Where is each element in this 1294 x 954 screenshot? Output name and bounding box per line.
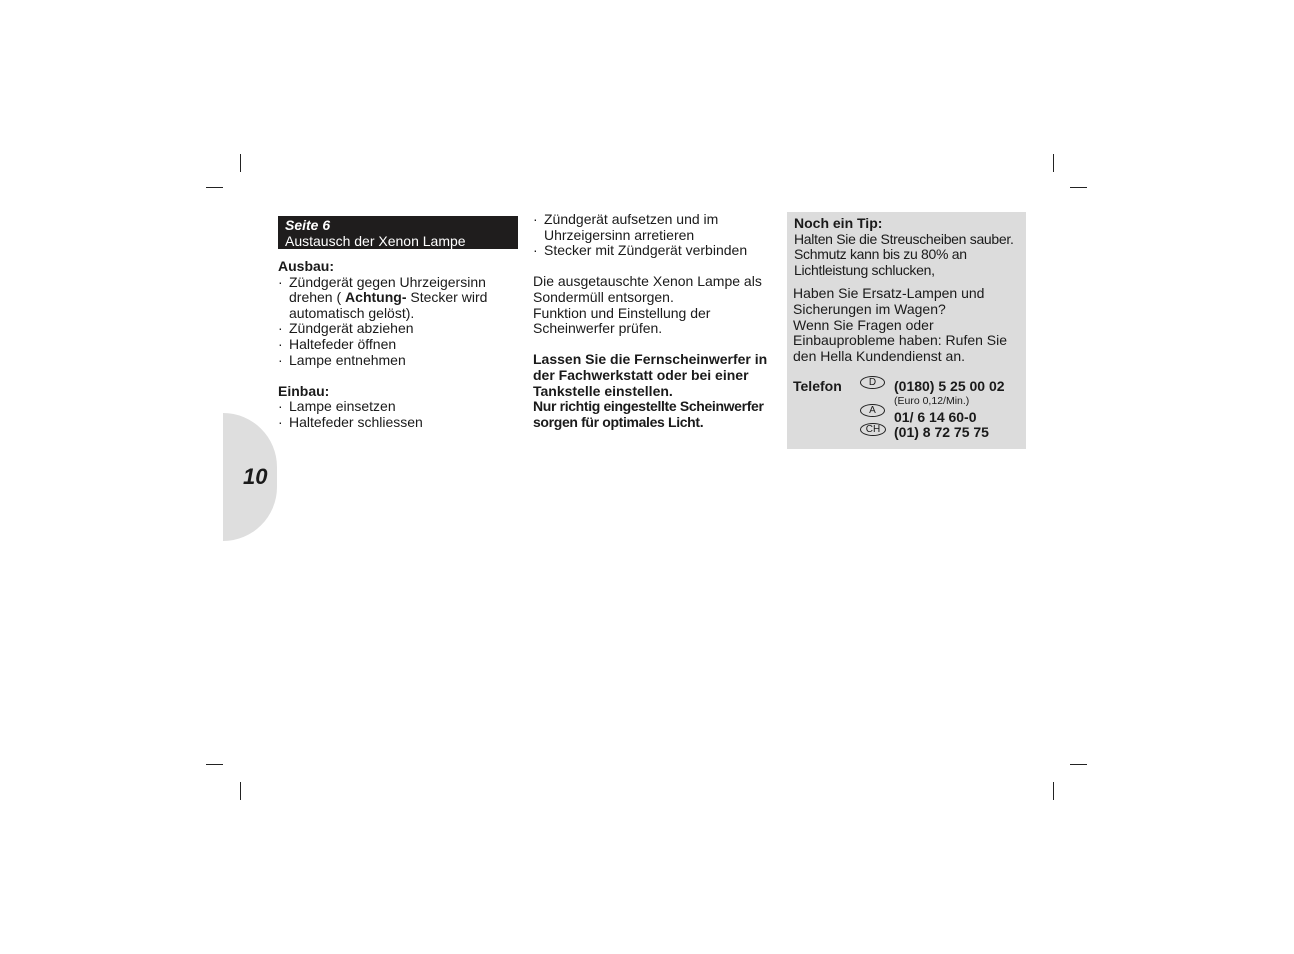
crop-mark-top-left-h xyxy=(206,187,223,188)
country-badge-d: D xyxy=(860,376,885,389)
phone-number-ch[interactable]: (01) 8 72 75 75 xyxy=(894,424,989,441)
ausbau-step: · Lampe entnehmen xyxy=(278,353,518,369)
crop-mark-top-right-h xyxy=(1070,187,1087,188)
einbau-step: · Lampe einsetzen xyxy=(278,399,518,415)
einbau-step: · Haltefeder schliessen xyxy=(278,415,518,431)
check-text: Funktion und Einstellung der Scheinwerfer prüfen. xyxy=(533,304,711,337)
phone-number-a[interactable]: 01/ 6 14 60-0 xyxy=(894,409,977,426)
ausbau-step-1 xyxy=(278,275,518,322)
column-middle xyxy=(533,212,778,430)
tip-question: Haben Sie Ersatz-Lampen und Sicherungen im Wagen? xyxy=(793,285,985,317)
ausbau-step: · Haltefeder öffnen xyxy=(278,337,518,353)
tip-heading: Noch ein Tip: xyxy=(794,215,883,231)
crop-mark-top-right-v xyxy=(1053,154,1054,172)
tip-text: Halten Sie die Streuscheiben sauber. Schmutz kann bis zu 80% an Lichtleistung schlucken, xyxy=(794,230,1014,278)
warning-text-1: Lassen Sie die Fernscheinwerfer in der Fachwerkstatt oder bei einer Tankstelle einstellen. xyxy=(533,351,768,399)
tip-contact: Wenn Sie Fragen oder Einbauprobleme haben: Rufen Sie den Hella Kundendienst an. xyxy=(793,316,1008,364)
tip-box xyxy=(787,212,1026,449)
ausbau-list xyxy=(278,275,518,369)
crop-mark-bottom-right-v xyxy=(1053,782,1054,800)
einbau-step: · Stecker mit Zündgerät verbinden xyxy=(533,243,778,259)
einbau-heading: Einbau: xyxy=(278,382,330,399)
ausbau-heading: Ausbau: xyxy=(278,258,334,274)
ausbau-step-1-suffix: Stecker wird automatisch gelöst). xyxy=(289,289,488,321)
ausbau-step-1-bold: Achtung- xyxy=(345,289,407,306)
crop-mark-top-left-v xyxy=(240,154,241,172)
section-title: Seite 6 xyxy=(285,217,331,233)
einbau-list-continued xyxy=(533,212,778,259)
section-header xyxy=(278,216,518,249)
crop-mark-bottom-left-h xyxy=(206,764,223,765)
crop-mark-bottom-right-h xyxy=(1070,764,1087,765)
disposal-text: Die ausgetauschte Xenon Lampe als Sondermüll entsorgen. xyxy=(533,273,762,305)
warning-text-2: Nur richtig eingestellte Scheinwerfer sorgen für optimales Licht. xyxy=(533,398,764,430)
phone-rate-note: (Euro 0,12/Min.) xyxy=(894,395,970,408)
phone-block xyxy=(794,376,1022,446)
country-badge-ch: CH xyxy=(860,423,886,436)
country-badge-a: A xyxy=(860,404,885,417)
ausbau-step: · Zündgerät abziehen xyxy=(278,321,518,337)
phone-label: Telefon xyxy=(793,378,842,395)
page-number: 10 xyxy=(243,464,268,489)
ausbau-step-1-prefix: Zündgerät gegen Uhrzeigersinn drehen ( xyxy=(289,273,486,306)
section-subtitle: Austausch der Xenon Lampe xyxy=(285,233,466,249)
phone-number-d[interactable]: (0180) 5 25 00 02 xyxy=(894,378,1005,395)
einbau-list xyxy=(278,399,518,430)
crop-mark-bottom-left-v xyxy=(240,782,241,800)
einbau-step: · Zündgerät aufsetzen und im Uhrzeigersinn arretieren xyxy=(533,212,778,243)
column-left xyxy=(278,216,518,431)
